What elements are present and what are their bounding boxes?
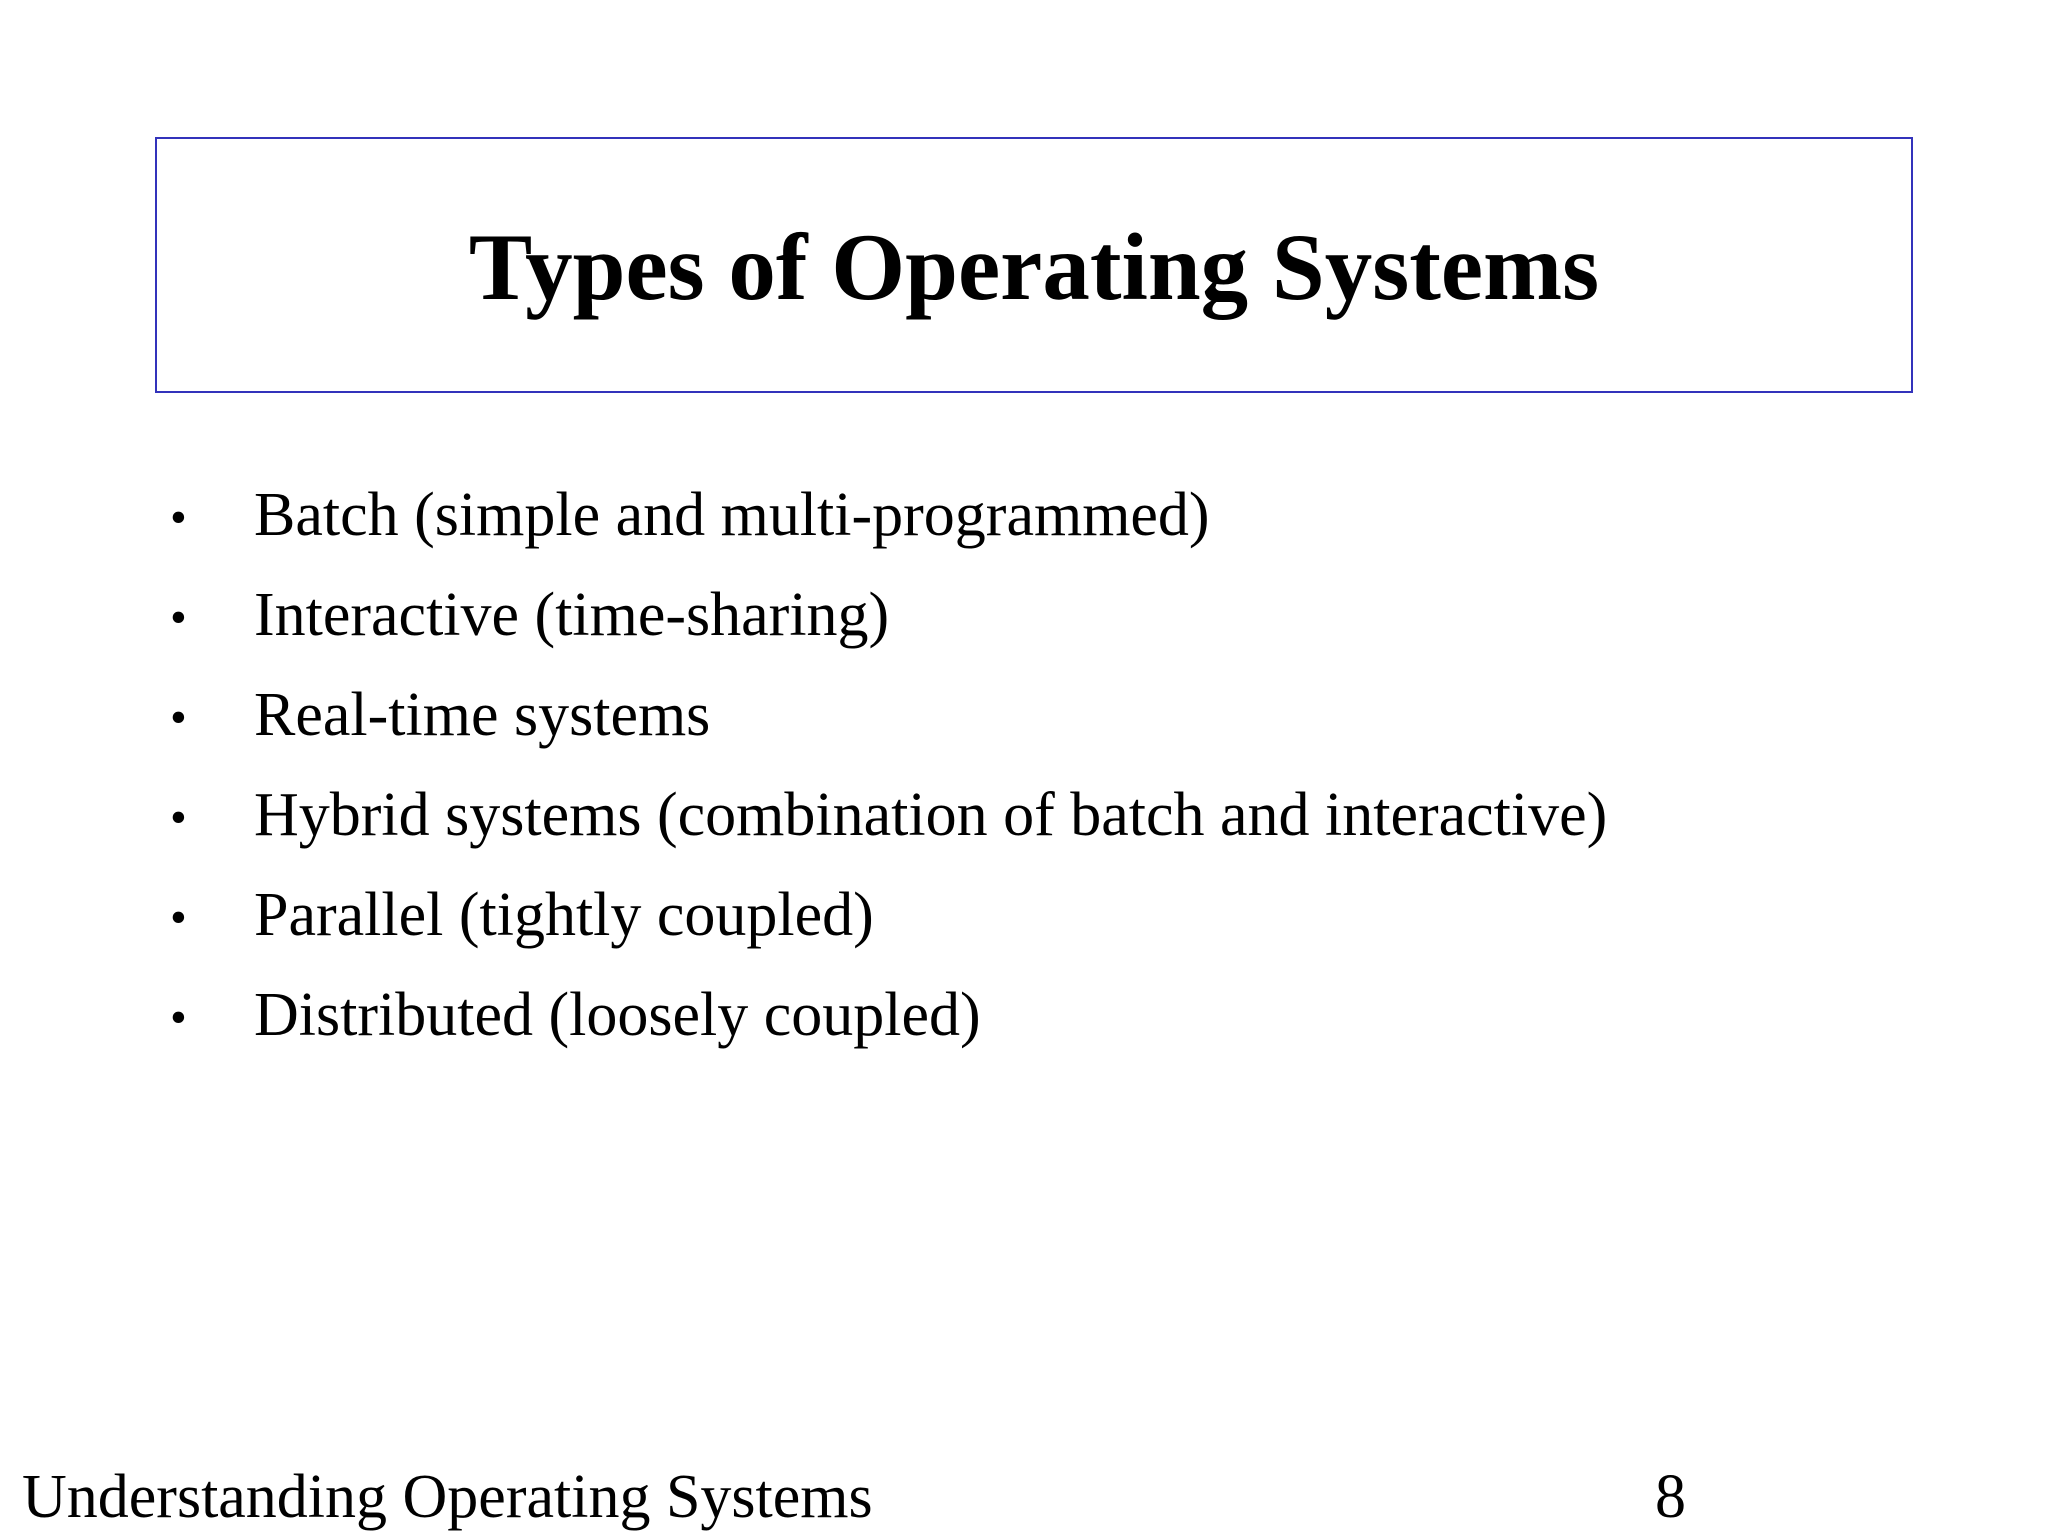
slide-title: Types of Operating Systems <box>468 213 1600 320</box>
title-box <box>155 137 1913 393</box>
bullet-text: Real-time systems <box>254 681 711 749</box>
bullet-icon: • <box>170 891 187 944</box>
bullet-text: Hybrid systems (combination of batch and interactive) <box>254 781 1608 849</box>
bullet-icon: • <box>170 591 187 644</box>
bullet-text: Batch (simple and multi-programmed) <box>254 481 1210 549</box>
footer-title: Understanding Operating Systems <box>22 1463 873 1531</box>
bullet-icon: • <box>170 791 187 844</box>
page-number: 8 <box>1655 1463 1686 1531</box>
bullet-icon: • <box>170 691 187 744</box>
bullet-icon: • <box>170 491 187 544</box>
bullet-icon: • <box>170 991 187 1044</box>
bullet-text: Interactive (time-sharing) <box>254 581 890 649</box>
bullet-text: Distributed (loosely coupled) <box>254 981 981 1049</box>
bullet-text: Parallel (tightly coupled) <box>254 881 874 949</box>
